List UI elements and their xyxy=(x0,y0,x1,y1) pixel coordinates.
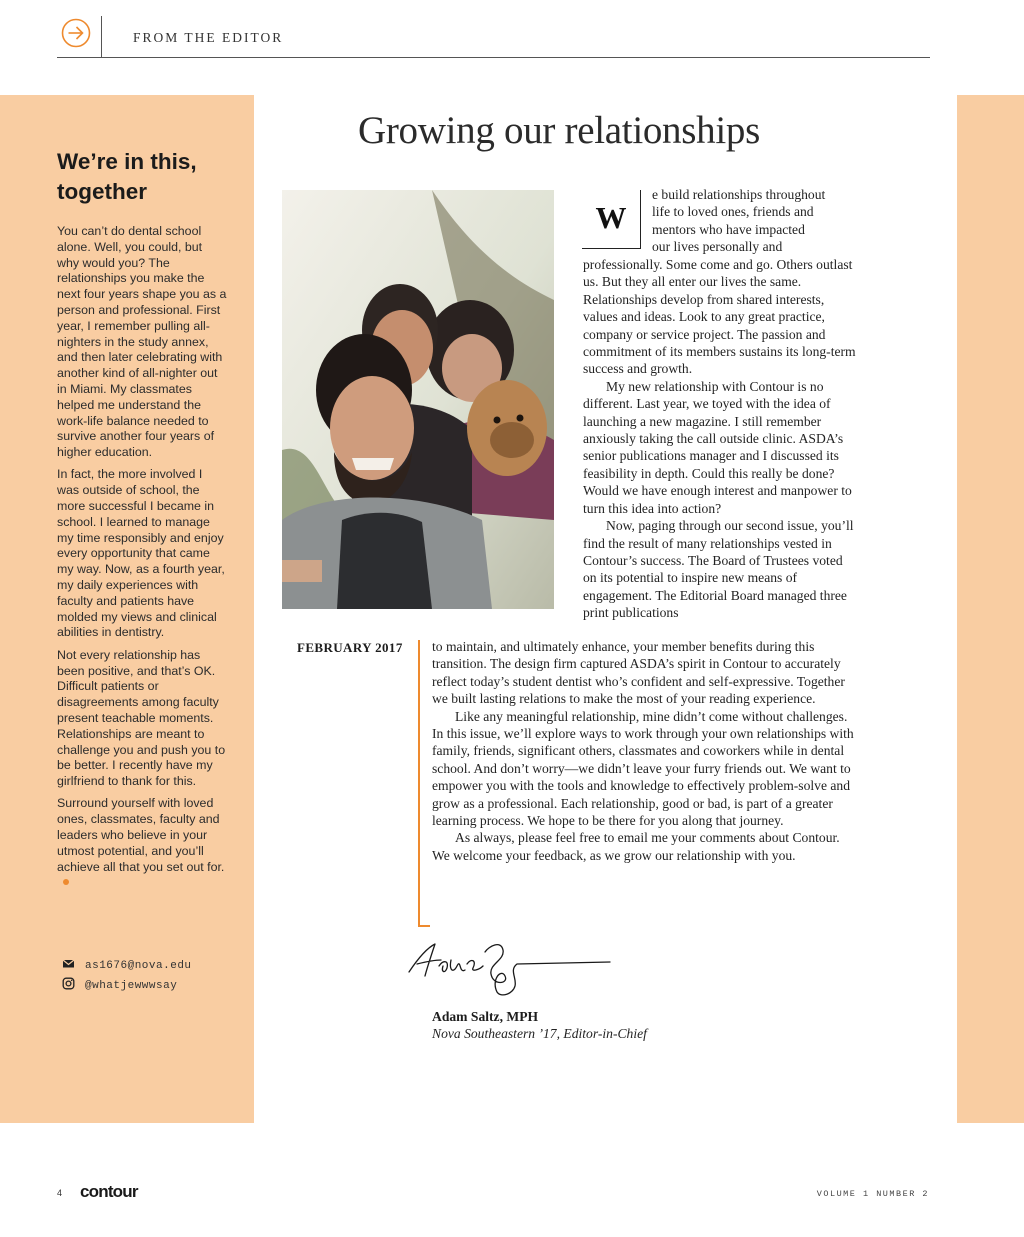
author-role: Nova Southeastern ’17, Editor-in-Chief xyxy=(432,1026,647,1041)
opening-line: life to loved ones, friends and xyxy=(652,204,814,220)
sidebar-paragraph-last xyxy=(57,796,227,891)
editor-selfie-photo xyxy=(282,190,554,609)
header-divider xyxy=(101,16,102,58)
opening-line: e build relationships throughout xyxy=(652,187,826,202)
article-opening-lines xyxy=(652,186,867,256)
author-name: Adam Saltz, MPH xyxy=(432,1009,539,1024)
opening-line: our lives personally and xyxy=(652,239,783,255)
accent-rule xyxy=(418,640,420,927)
article-upper-column xyxy=(583,256,857,622)
page-number: 4 xyxy=(57,1188,63,1198)
article-paragraph: Like any meaningful relationship, mine didn’t come without challenges. In this issue, we’ll explore ways to work through your own relationships with family, friends, significant others, classmates and coworkers while in dental school. And don’t worry—we didn’t leave your furry friends out. We want to empower you with the tools and knowledge to effectively problem-solve and grow as a professional. Each relationship, good or bad, is part of a greater learning process. We hope to be there for you along that journey. xyxy=(432,708,854,829)
email-address[interactable]: as1676@nova.edu xyxy=(85,960,192,972)
instagram-contact[interactable] xyxy=(62,977,177,992)
handwritten-signature xyxy=(405,930,615,1000)
drop-cap: W xyxy=(582,190,641,249)
sidebar-heading-line1: We’re in this, xyxy=(57,149,197,174)
volume-label: VOLUME 1 NUMBER 2 xyxy=(816,1189,929,1199)
sidebar-paragraph: Not every relationship has been positive, and that’s OK. Difficult patients or disagreements among faculty present teachable moments. Relationships are meant to challenge you and push you to be better. I recently have my girlfriend to thank for this. xyxy=(57,647,226,789)
instagram-icon xyxy=(62,977,75,990)
sidebar-heading xyxy=(57,147,237,207)
section-header xyxy=(57,16,930,58)
email-contact[interactable] xyxy=(62,957,192,972)
arrow-right-circle-icon xyxy=(61,18,91,48)
opening-line: mentors who have impacted xyxy=(652,221,805,237)
article-title: Growing our relationships xyxy=(358,109,760,152)
sidebar-paragraph: You can’t do dental school alone. Well, you could, but why would you? The relationships you make the next four years shape you as a person and professional. First year, I remember pulling all-nighters in the study annex, and then later celebrating with another kind of all-nighter out in Miami. My classmates helped me understand the work-life balance needed to survive another four years of higher education. xyxy=(57,224,227,460)
article-paragraph: As always, please feel free to email me your comments about Contour. We welcome your feedback, as we grow our relationship with you. xyxy=(432,830,840,863)
article-paragraph: My new relationship with Contour is no different. Last year, we toyed with the idea of launching a new magazine. I still remember anxiously taking the call outside clinic. ASDA’s senior publications manager and I discussed its feasibility in depth. Could this really be done? Would we have enough interest and manpower to turn this idea into action? xyxy=(583,378,852,516)
sidebar-paragraph-text: Surround yourself with loved ones, classmates, faculty and leaders who believe in your utmost potential, and you’ll achieve all that you set out for. xyxy=(57,796,225,874)
article-paragraph: to maintain, and ultimately enhance, your member benefits during this transition. The design firm captured ASDA’s spirit in Contour to accurately reflect today’s student dentist who’s confident and self-expressive. Together we built lasting relations to make the most of your reading experience. xyxy=(432,639,845,707)
decorative-side-band xyxy=(957,95,1024,1123)
sidebar-heading-line2: together xyxy=(57,179,147,204)
article-paragraph: professionally. Some come and go. Others outlast us. But they all enter our lives the same. Relationships develop from shared interests, values and ideas. Look to any great practice, company or service project. The passion and commitment of its members sustains its long-term success and growth. xyxy=(583,257,856,377)
sidebar-body xyxy=(57,224,227,898)
logo-wordmark: contour xyxy=(80,1182,138,1201)
contour-logo xyxy=(80,1180,144,1202)
instagram-handle[interactable]: @whatjewwwsay xyxy=(85,980,178,992)
accent-rule-foot xyxy=(418,925,430,927)
end-mark-dot-icon xyxy=(63,879,69,885)
sidebar-paragraph: In fact, the more involved I was outside of school, the more successful I became in school. I learned to manage my time responsibly and enjoy every opportunity that came my way. Now, as a fourth year, my daily experiences with faculty and patients have molded my views and clinical abilities in dentistry. xyxy=(57,467,225,640)
article-paragraph: Now, paging through our second issue, you’ll find the result of many relationships vested in Contour’s success. The Board of Trustees voted on its potential to inspire new means of engagement. The Editorial Board managed three print publications xyxy=(583,518,854,621)
issue-date: FEBRUARY 2017 xyxy=(297,640,403,655)
sidebar xyxy=(0,95,254,1123)
envelope-icon xyxy=(62,957,75,970)
article-lower-column xyxy=(432,638,857,864)
section-label: FROM THE EDITOR xyxy=(133,30,284,45)
